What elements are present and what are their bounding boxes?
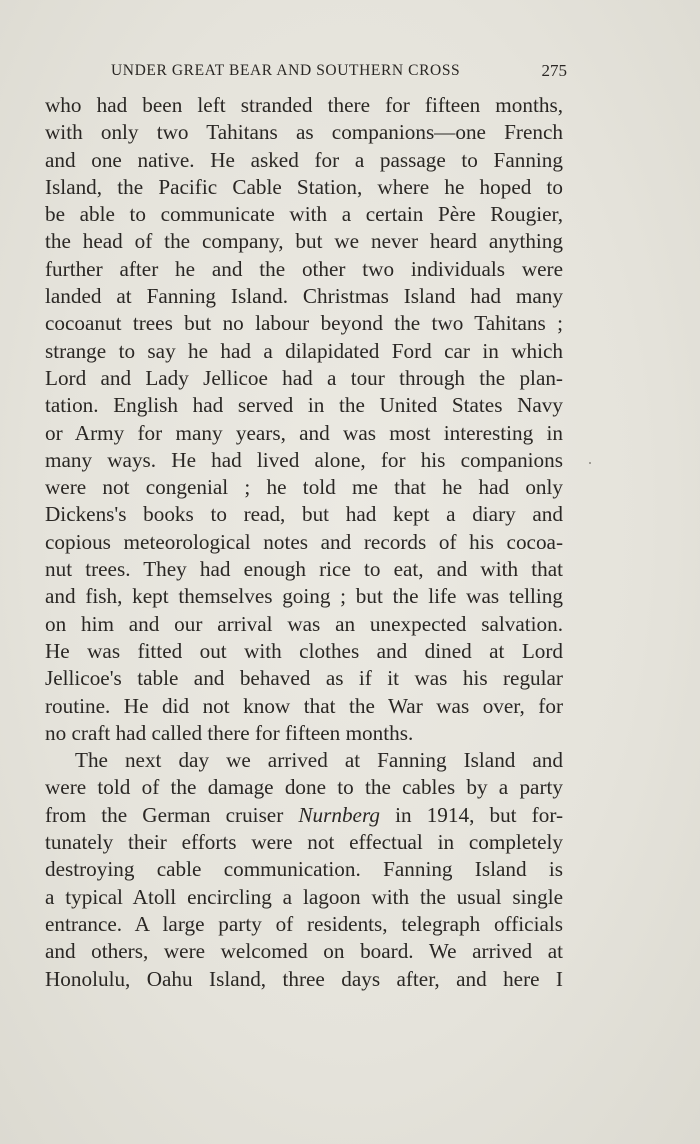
text-segment: in 1914, but for- — [395, 802, 564, 827]
text-line: and others, were welcomed on board. We arrived at — [45, 939, 563, 964]
text-line: Dickens's books to read, but had kept a diary and — [45, 502, 563, 527]
text-line: with only two Tahitans as companions—one French — [45, 120, 563, 145]
text-line: were told of the damage done to the cables by a party — [45, 775, 563, 800]
text-line: a typical Atoll encircling a lagoon with the usual single — [45, 884, 563, 909]
text-line: many ways. He had lived alone, for his companions — [45, 447, 563, 472]
text-line: Honolulu, Oahu Island, three days after, and here I — [45, 966, 563, 991]
paper-speck — [589, 462, 591, 464]
text-line: Lord and Lady Jellicoe had a tour through the plan- — [45, 365, 563, 390]
text-line: landed at Fanning Island. Christmas Island had many — [45, 284, 563, 309]
text-line: copious meteorological notes and records of his cocoa- — [45, 529, 563, 554]
text-line: and fish, kept themselves going ; but the life was telling — [45, 584, 563, 609]
text-line: were not congenial ; he told me that he had only — [45, 475, 563, 500]
body-text — [45, 92, 563, 993]
text-line: Jellicoe's table and behaved as if it was his regular — [45, 666, 563, 691]
paragraph-2 — [45, 747, 563, 993]
ship-name: Nurnberg — [298, 802, 381, 827]
text-line: who had been left stranded there for fifteen months, — [45, 93, 563, 117]
text-line: nut trees. They had enough rice to eat, and with that — [45, 557, 563, 582]
text-line: be able to communicate with a certain Père Rougier, — [45, 202, 563, 227]
text-segment: from the German cruiser — [45, 802, 284, 827]
page-number: 275 — [541, 61, 567, 80]
text-line-with-ship-name — [45, 802, 563, 829]
paragraph-1 — [45, 92, 563, 747]
text-line: He was fitted out with clothes and dined at Lord — [45, 638, 563, 663]
text-line: or Army for many years, and was most interesting in — [45, 420, 563, 445]
text-line: tunately their efforts were not effectual in completely — [45, 830, 563, 855]
text-line: on him and our arrival was an unexpected salvation. — [45, 611, 563, 636]
text-line: routine. He did not know that the War was over, for — [45, 693, 563, 718]
text-line: further after he and the other two individuals were — [45, 256, 563, 281]
running-head — [45, 60, 567, 82]
text-line: destroying cable communication. Fanning Island is — [45, 857, 563, 882]
text-line: the head of the company, but we never heard anything — [45, 229, 563, 254]
running-title: UNDER GREAT BEAR AND SOUTHERN CROSS — [111, 62, 461, 79]
text-line: strange to say he had a dilapidated Ford car in which — [45, 338, 563, 363]
text-line: no craft had called there for fifteen months. — [45, 720, 414, 745]
text-line: Island, the Pacific Cable Station, where he hoped to — [45, 174, 563, 199]
text-line: and one native. He asked for a passage to Fanning — [45, 147, 563, 172]
text-line: The next day we arrived at Fanning Island and — [75, 748, 563, 773]
text-line: tation. English had served in the United States Navy — [45, 393, 563, 418]
text-line: cocoanut trees but no labour beyond the two Tahitans ; — [45, 311, 563, 336]
text-line: entrance. A large party of residents, telegraph officials — [45, 911, 563, 936]
